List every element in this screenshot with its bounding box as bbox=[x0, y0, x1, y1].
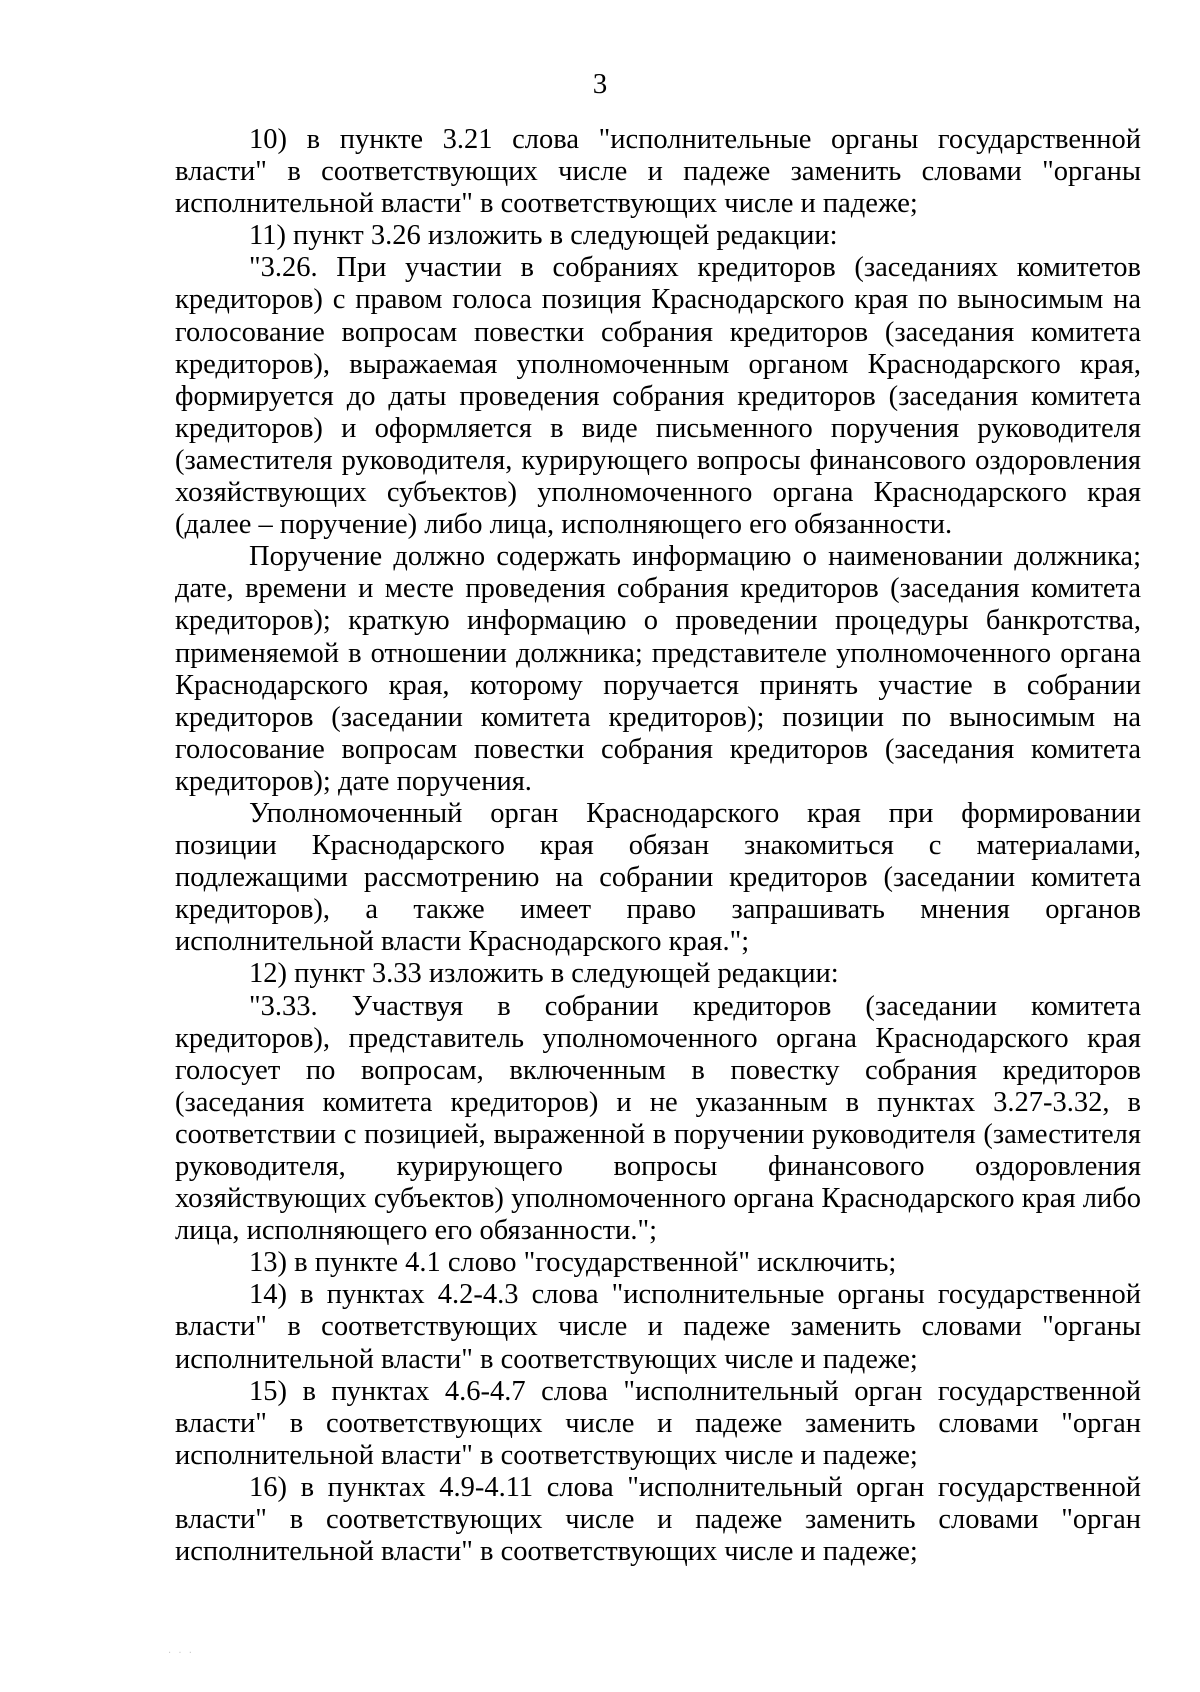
document-body bbox=[175, 124, 1141, 1568]
paragraph-authorized-body: Уполномоченный орган Краснодарского края при формировании позиции Краснодарского края обязан знакомиться с материалами, подлежащими рассмотрению на собрании кредиторов (заседании комитета кредиторов), а также имеет право запрашивать мнения органов исполнительной власти Краснодарского края."; bbox=[175, 797, 1141, 958]
paragraph-item-15: 15) в пунктах 4.6-4.7 слова "исполнительный орган государственной власти" в соответствующих числе и падеже заменить словами "орган исполнительной власти" в соответствующих числе и падеже; bbox=[175, 1375, 1141, 1471]
paragraph-item-16: 16) в пунктах 4.9-4.11 слова "исполнительный орган государственной власти" в соответствующих числе и падеже заменить словами "орган исполнительной власти" в соответствующих числе и падеже; bbox=[175, 1471, 1141, 1568]
page-number: 3 bbox=[592, 68, 608, 100]
paragraph-item-10: 10) в пункте 3.21 слова "исполнительные органы государственной власти" в соответствующих числе и падеже заменить словами "органы исполнительной власти" в соответствующих числе и падеже; bbox=[175, 124, 1141, 220]
paragraph-clause-3-26: "3.26. При участии в собраниях кредиторов (заседаниях комитетов кредиторов) с правом голоса позиция Краснодарского края по выносимым на голосование вопросам повестки собрания кредиторов (заседания комитета кредиторов), выражаемая уполномоченным органом Краснодарского края, формируется до даты проведения собрания кредиторов (заседания комитета кредиторов) и оформляется в виде письменного поручения руководителя (заместителя руководителя, курирующего вопросы финансового оздоровления хозяйствующих субъектов) уполномоченного органа Краснодарского края (далее – поручение) либо лица, исполняющего его обязанности. bbox=[175, 252, 1141, 541]
paragraph-order-contents: Поручение должно содержать информацию о наименовании должника; дате, времени и месте проведения собрания кредиторов (заседания комитета кредиторов); краткую информацию о проведении процедуры банкротства, применяемой в отношении должника; представителе уполномоченного органа Краснодарского края, которому поручается принять участие в собрании кредиторов (заседании комитета кредиторов); позиции по выносимым на голосование вопросам повестки собрания кредиторов (заседания комитета кредиторов); дате поручения. bbox=[175, 541, 1141, 797]
paragraph-clause-3-33: "3.33. Участвуя в собрании кредиторов (заседании комитета кредиторов), представитель уполномоченного органа Краснодарского края голосует по вопросам, включенным в повестку собрания кредиторов (заседания комитета кредиторов) и не указанным в пунктах 3.27-3.32, в соответствии с позицией, выраженной в поручении руководителя (заместителя руководителя, курирующего вопросы финансового оздоровления хозяйствующих субъектов) уполномоченного органа Краснодарского края либо лица, исполняющего его обязанности."; bbox=[175, 990, 1141, 1247]
scan-speckle: · · · bbox=[168, 1648, 194, 1659]
paragraph-item-11: 11) пункт 3.26 изложить в следующей редакции: bbox=[249, 220, 838, 252]
paragraph-item-12: 12) пункт 3.33 изложить в следующей редакции: bbox=[249, 958, 839, 990]
paragraph-item-13: 13) в пункте 4.1 слово "государственной" исключить; bbox=[249, 1247, 897, 1279]
paragraph-item-14: 14) в пунктах 4.2-4.3 слова "исполнительные органы государственной власти" в соответствующих числе и падеже заменить словами "органы исполнительной власти" в соответствующих числе и падеже; bbox=[175, 1279, 1141, 1375]
